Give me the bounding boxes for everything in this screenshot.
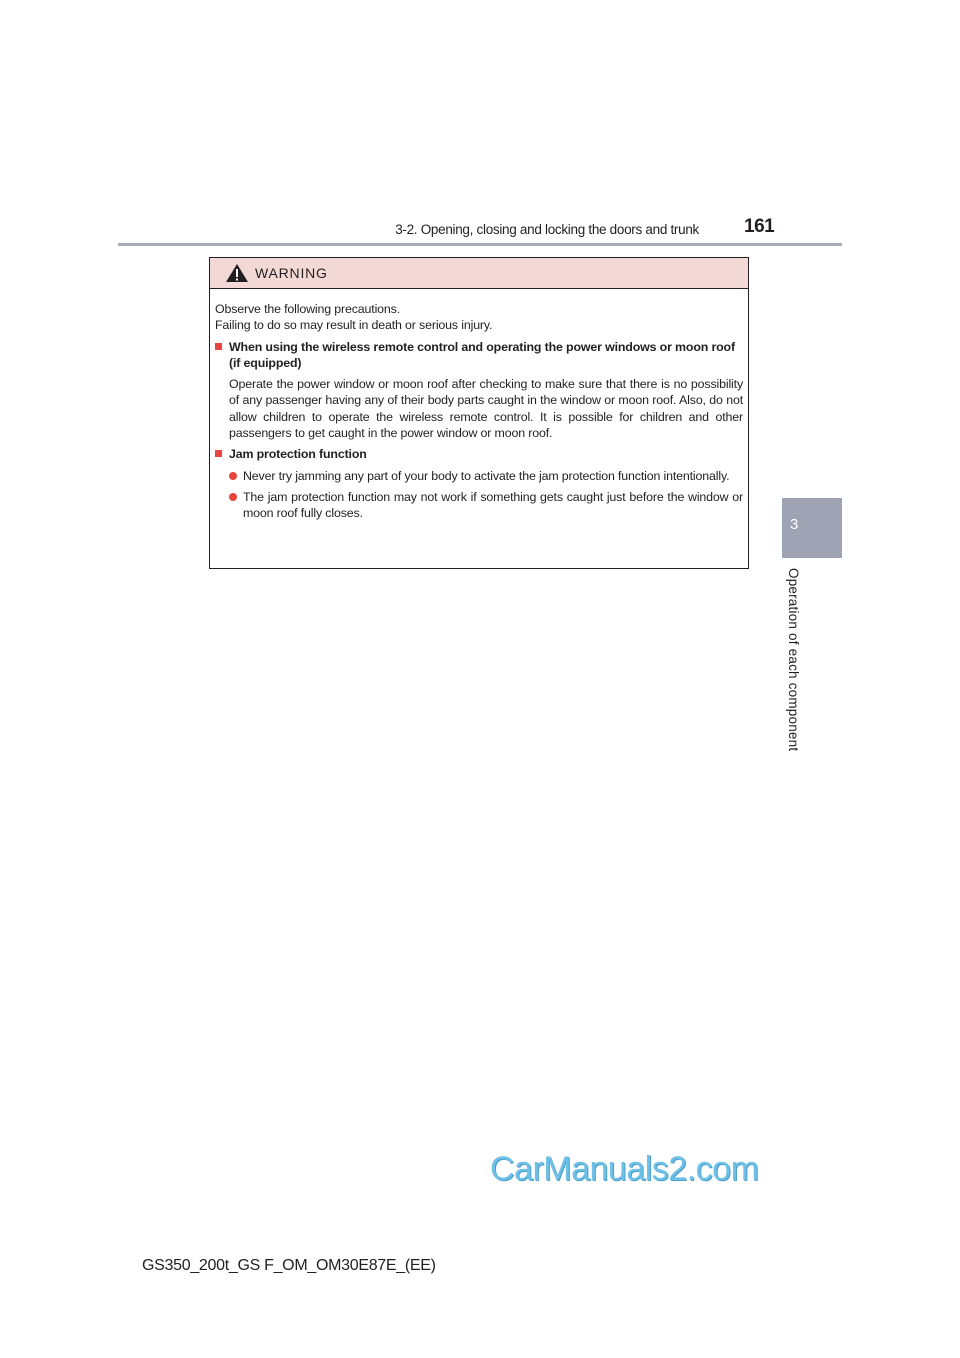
- warning-body: [210, 289, 748, 522]
- square-bullet-icon: [215, 450, 222, 457]
- page-number: 161: [744, 216, 775, 237]
- circle-bullet-icon: [229, 472, 237, 480]
- section-heading-text: Jam protection function: [229, 447, 367, 462]
- header-divider: [118, 243, 842, 246]
- list-item: [229, 489, 743, 522]
- warning-title: WARNING: [255, 265, 328, 281]
- circle-bullet-icon: [229, 493, 237, 501]
- list-item-text: The jam protection function may not work if something gets caught just before the window or moon roof fully closes.: [243, 489, 743, 521]
- section-heading: [215, 446, 743, 462]
- document-code: GS350_200t_GS F_OM_OM30E87E_(EE): [142, 1257, 436, 1274]
- chapter-label: Operation of each component: [786, 568, 801, 752]
- section-paragraph: Operate the power window or moon roof after checking to make sure that there is no possibility of any passenger having any of their body parts caught in the window or moon roof. Also, do not allow children to operate the wireless remote control. It is possible for children and other passengers to get caught in the power window or moon roof.: [229, 377, 743, 441]
- warning-box: [209, 257, 749, 569]
- warning-header: [210, 258, 748, 289]
- watermark-logo: CarManuals2.com: [490, 1150, 759, 1188]
- intro-line: Observe the following precautions.: [215, 302, 400, 316]
- intro-line: Failing to do so may result in death or serious injury.: [215, 318, 493, 333]
- section-heading: [215, 339, 743, 372]
- list-item: [229, 468, 743, 484]
- list-item-text: Never try jamming any part of your body to activate the jam protection function intentionally.: [243, 468, 730, 483]
- chapter-number: 3: [790, 516, 799, 533]
- square-bullet-icon: [215, 343, 222, 350]
- section-title: 3-2. Opening, closing and locking the doors and trunk: [395, 222, 699, 237]
- warning-triangle-icon: [225, 263, 249, 283]
- section-heading-text: When using the wireless remote control and operating the power windows or moon roof (if equipped): [229, 339, 735, 370]
